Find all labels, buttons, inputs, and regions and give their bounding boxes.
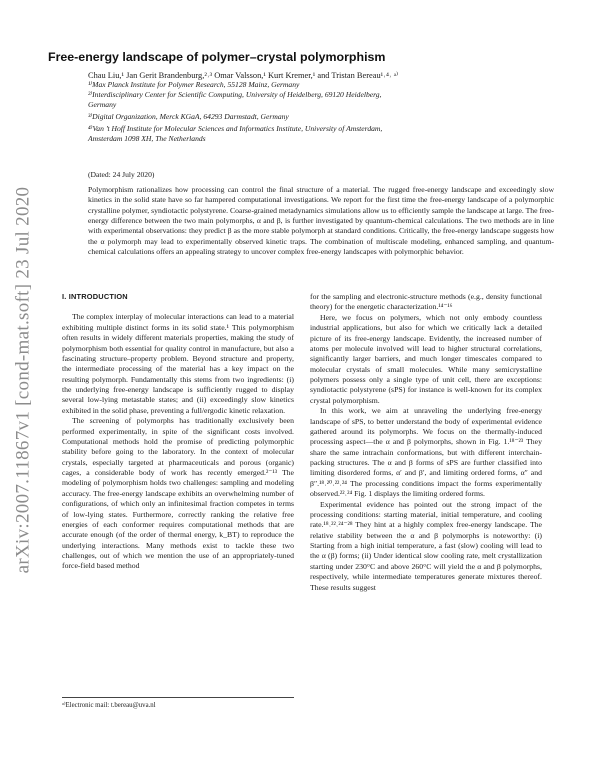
affiliation-line: ³⁾Digital Organization, Merck KGaA, 64293 Darmstadt, Germany [88, 112, 289, 121]
affiliation-line: ²⁾Interdisciplinary Center for Scientific Computing, University of Heidelberg, 69120 Heidelberg, [88, 90, 382, 99]
arxiv-identifier: arXiv:2007.11867v1 [cond-mat.soft] 23 Jul 2020 [12, 186, 33, 574]
affiliation-line: Germany [88, 100, 117, 109]
affiliation-line: ⁴⁾Van ’t Hoff Institute for Molecular Sciences and Informatics Institute, University of Amsterdam, [88, 124, 383, 133]
date-line: (Dated: 24 July 2020) [88, 170, 155, 179]
arxiv-sidebar [8, 140, 38, 620]
body-paragraph: In this work, we aim at unraveling the underlying free-energy landscape of sPS, to better understand the body of experimental evidence gathered around its polymorphs. We focus on the thermally-induced processing aspect—the α and β polymorphs, shown in Fig. 1.¹⁸⁻²³ They share the same intrachain conformations, but with different interchain-packing structures. The α and β forms of sPS are further classified into limiting disordered forms, α′ and β′, and limiting ordered forms, α″ and β″.¹⁸˒²⁰˒²²˒²⁴ The processing conditions impact the forms experimentally observed.²²˒²⁴ Fig. 1 displays the limiting ordered forms. [310, 406, 542, 499]
affiliations [88, 80, 548, 144]
body-paragraph: Here, we focus on polymers, which not only embody countless industrial applications, but also for which we critically lack a detailed picture of its free-energy landscape. Evidently, the increased number of atoms per molecule involved will lead to higher structural correlations, significantly larger barriers, and much longer timescales compared to molecular crystals of small molecules. While many semicrystalline polymers possess only a single type of unit cell, there are exceptions: syndiotactic polystyrene (sPS) for instance is well-known for its complex crystal polymorphism. [310, 312, 542, 405]
affiliation-line: Amsterdam 1098 XH, The Netherlands [88, 134, 206, 143]
left-column [62, 292, 294, 572]
paper-title: Free-energy landscape of polymer–crystal polymorphism [48, 50, 386, 64]
body-paragraph: The screening of polymorphs has traditionally exclusively been performed experimentally, in spite of the significant costs involved. Computational methods hold the promise of predicting polymorphic stability before going to the laboratory. In the context of molecular crystals, especially targeted at pharmaceuticals and porous (organic) cages, a considerable body of work has recently emerged.²⁻¹³ The modeling of polymorphism holds two challenges: sampling and modeling accuracy. The free-energy landscape exhibits an overwhelming number of configurations, of which only an infinitesimal fraction competes in terms of low-lying states. Furthermore, correctly ranking the relative free energies of each conformer requires computational methods that are accurate enough (of the order of thermal energy, k_BT) to reproduce the underlying interactions. Many methods exist to tackle these two challenges, out of which we mention the use of an appropriately-tuned force-field based method [62, 416, 294, 571]
body-paragraph: Experimental evidence has pointed out the strong impact of the processing conditions: starting material, initial temperature, and cooling rate.¹⁸˒²²˒²⁴⁻²⁸ They hint at a highly complex free-energy landscape. The relative stability between the α and β polymorphs is noteworthy: (i) Starting from a high initial temperature, a fast (slow) cooling will lead to the α (β) forms; (ii) Under identical slow cooling rate, melt crystallization starting under 230°C and above 260°C will yield the α and β polymorphs, respectively, while intermediate temperatures generate mixtures thereof. These results suggest [310, 499, 542, 592]
footnote: ᵃ⁾Electronic mail: t.bereau@uva.nl [62, 697, 294, 709]
affiliation-line: ¹⁾Max Planck Institute for Polymer Research, 55128 Mainz, Germany [88, 80, 300, 89]
abstract: Polymorphism rationalizes how processing can control the final structure of a material. The rugged free-energy landscape and exceedingly slow kinetics in the solid state have so far hampered computational investigations. We report for the first time the free-energy landscape of a polymorphic crystalline polymer, syndiotactic polystyrene. Coarse-grained metadynamics simulations allow us to efficiently sample the landscape at large. The free-energy difference between the two main polymorphs, α and β, is further investigated by quantum-chemical calculations. The two methods are in line with experimental observations: they predict β as the more stable polymorph at standard conditions. Critically, the free-energy landscape suggests how the α polymorph may lead to experimentally observed kinetic traps. The combination of multiscale modeling, enhanced sampling, and quantum-chemical calculations offers an appealing strategy to uncover complex free-energy landscapes with polymorphic behavior. [88, 185, 554, 257]
body-paragraph: The complex interplay of molecular interactions can lead to a material exhibiting multiple distinct forms in its solid state.¹ This polymorphism often results in widely different materials properties, making the study of polymorphism both essential for quality control in manufacture, but also a fascinating structure–property problem. Beyond structure and property, the intermediate processing of the material has a key impact on the resulting polymorph. Fundamentally this stems from two ingredients: (i) the underlying free-energy landscape is sufficiently rugged to display several low-lying metastable states; and (ii) exceedingly slow kinetics exhibited in the solid phase, preventing a full/ergodic kinetic relaxation. [62, 312, 294, 415]
body-paragraph: for the sampling and electronic-structure methods (e.g., density functional theory) for the energetic characterization.¹⁴⁻¹⁶ [310, 292, 542, 312]
author-list: Chau Liu,¹ Jan Gerit Brandenburg,²˒³ Omar Valsson,¹ Kurt Kremer,¹ and Tristan Bereau¹˒⁴˒ ᵃ⁾ [88, 71, 399, 80]
section-heading: I. INTRODUCTION [62, 292, 128, 301]
right-column [310, 292, 542, 593]
